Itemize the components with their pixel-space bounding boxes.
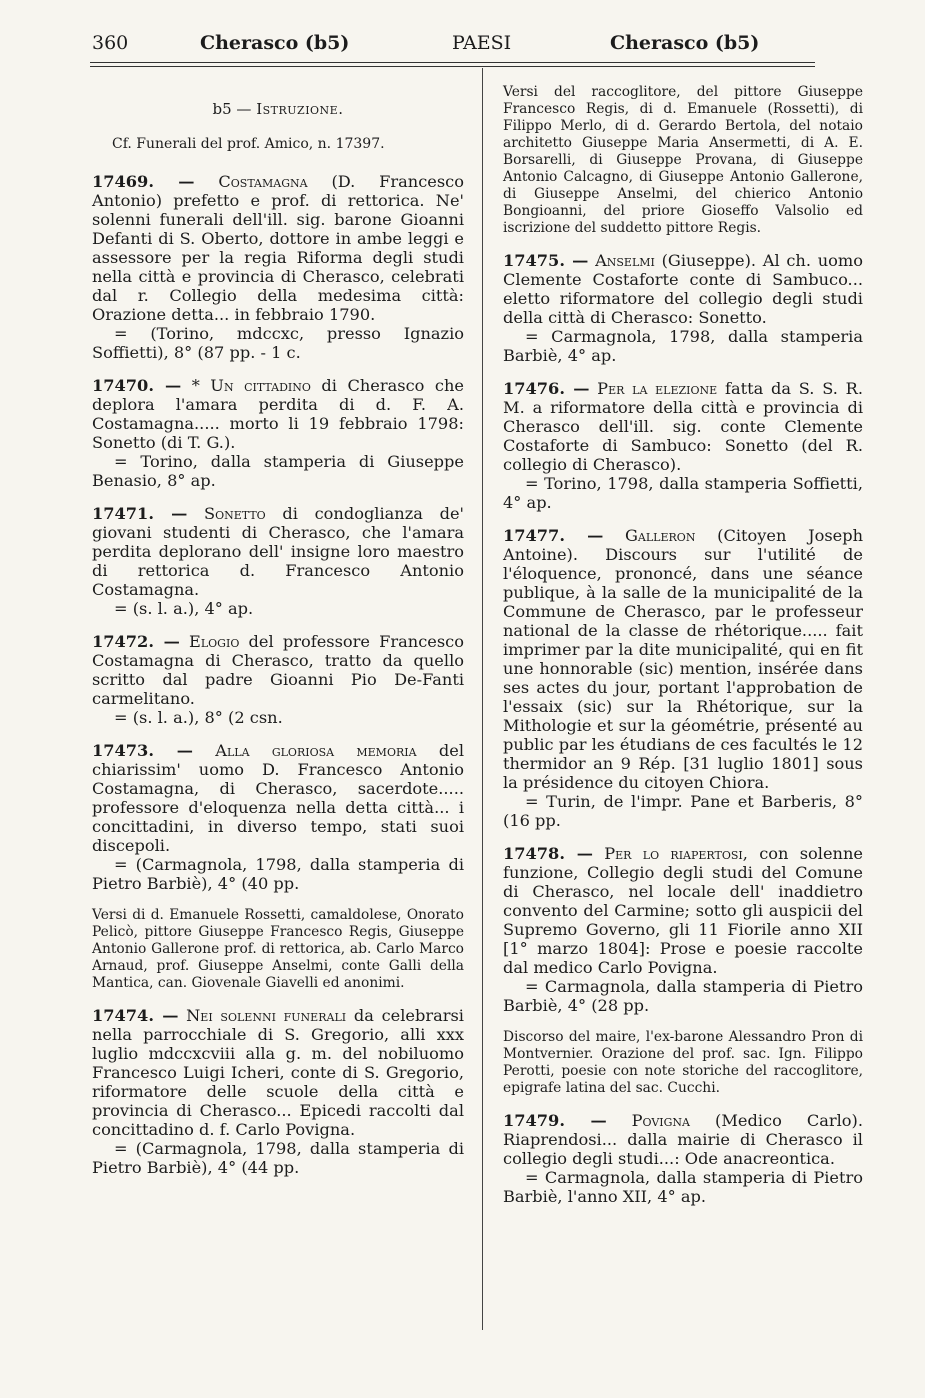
column-divider (482, 68, 483, 1330)
entry-publication: = (s. l. a.), 4° ap. (114, 599, 254, 618)
entry-text: con solenne funzione, Collegio degli studi del Comune di Cherasco, nel locale dell' inaddietro convento del Carmine; sotto gli auspicii del Supremo Governo, gli 11 Fiorile anno XII [1° marzo 1804]: Prose e poesie raccolte dal medico Carlo Povigna. (503, 844, 863, 977)
entry-text: di Cherasco che deplora l'amara perdita di d. F. A. Costamagna..... morto li 19 febbraio 1798: Sonetto (di T. G.). (92, 376, 464, 452)
entry-publication: = Carmagnola, 1798, dalla stamperia Barbiè, 4° ap. (503, 327, 863, 365)
entry-text: (Medico Carlo). Riaprendosi... dalla mairie di Cherasco il collegio degli studi...: Ode anacreontica. (503, 1111, 863, 1168)
entry-lead: Anselmi (595, 251, 655, 270)
entry-17473 (92, 741, 464, 893)
entry-publication: = (Torino, mdccxc, presso Ignazio Soffietti), 8° (87 pp. - 1 c. (92, 324, 464, 362)
entry-lead: Per la elezione (597, 379, 718, 398)
entry-text: da celebrarsi nella parrocchiale di S. Gregorio, alli xxx luglio mdccxcviii alla g. m. del nobiluomo Francesco Luigi Icheri, conte di S. Gregorio, riformatore delle scuole della città e provincia di Cherasco... Epicedi raccolti dal concittadino d. f. Carlo Povigna. (92, 1006, 464, 1139)
center-running-title: PAESI (452, 32, 512, 54)
entry-publication: = (s. l. a.), 8° (2 csn. (114, 708, 283, 727)
entry-lead: * Un cittadino (191, 376, 311, 395)
entry-lead: Galleron (625, 526, 696, 545)
entry-number: 17471. — (92, 504, 188, 523)
entry-text: (D. Francesco Antonio) prefetto e prof. di rettorica. Ne' solenni funerali dell'ill. sig. barone Gioanni Defanti di S. Oberto, dottore in ambe leggi e assessore per la regia Riforma degli studi nella città e provincia di Cherasco, celebrati dal r. Collegio della medesima città: Orazione detta... in febbraio 1790. (92, 172, 464, 324)
entry-17477 (503, 526, 863, 830)
entry-lead: Povigna (631, 1111, 691, 1130)
entry-17476 (503, 379, 863, 512)
section-code: b5 — (212, 100, 252, 118)
entry-lead: Alla gloriosa memoria (215, 741, 417, 760)
entry-17469 (92, 172, 464, 362)
header-rule-bottom (90, 66, 815, 67)
entry-number: 17472. — (92, 632, 180, 651)
entry-17471 (92, 504, 464, 618)
entry-lead: Sonetto (204, 504, 266, 523)
entry-number: 17479. — (503, 1111, 607, 1130)
entry-publication: = Torino, 1798, dalla stamperia Soffietti, 4° ap. (503, 474, 863, 512)
entry-text: del professore Francesco Costamagna di Cherasco, tratto da quello scritto dal padre Gioanni Pio De-Fanti carmelitano. (92, 632, 464, 708)
entry-publication: = Torino, dalla stamperia di Giuseppe Benasio, 8° ap. (92, 452, 464, 490)
right-column (503, 84, 863, 1220)
entry-text: (Citoyen Joseph Antoine). Discours sur l'utilité de l'éloquence, prononcé, dans une séance publique, à la salle de la municipalité de la Commune de Cherasco, par le professeur national de la classe de rhétorique..... fait imprimer par la dite municipalité, qui en fit une honnorable (sic) mention, insérée dans ses actes du jour, portant l'approbation de l'essaix (sic) sur la Rhétorique, sur la Mithologie et sur la géométrie, présenté au public par les étudians de ces facultés le 12 thermidor an 9 Rép. [31 luglio 1801] sous la présidence du citoyen Chiora. (503, 526, 864, 792)
header-rule-top (90, 62, 815, 63)
entry-text: (Giuseppe). Al ch. uomo Clemente Costaforte conte di Sambuco... eletto riformatore del collegio degli studi della città di Cherasco: Sonetto. (503, 251, 863, 327)
entry-number: 17475. — (503, 251, 589, 270)
entry-publication: = (Carmagnola, 1798, dalla stamperia di Pietro Barbiè), 4° (44 pp. (92, 1139, 464, 1177)
continued-note: Versi del raccoglitore, del pittore Giuseppe Francesco Regis, di d. Emanuele (Rossetti), di Filippo Merlo, di d. Gerardo Bertola, del notaio architetto Giuseppe Maria Ansermetti, di A. E. Borsarelli, di Giuseppe Provana, di Giuseppe Antonio Calcagno, di Giuseppe Antonio Gallerone, di Giuseppe Anselmi, del chierico Antonio Bongioanni, del priore Gioseffo Valsolio ed iscrizione del suddetto pittore Regis. (503, 84, 863, 236)
entry-lead: Nei solenni funerali (186, 1006, 347, 1025)
entry-publication: = (Carmagnola, 1798, dalla stamperia di Pietro Barbiè), 4° (40 pp. (92, 855, 464, 893)
cross-reference: Cf. Funerali del prof. Amico, n. 17397. (112, 136, 385, 152)
running-header (92, 26, 813, 66)
entry-number: 17470. — (92, 376, 182, 395)
left-column (92, 84, 464, 1191)
section-title: Istruzione. (256, 100, 344, 118)
section-heading (92, 100, 464, 119)
entry-text: di condoglianza de' giovani studenti di Cherasco, che l'amara perdita deplorano dell' insigne loro maestro di rettorica d. Francesco Antonio Costamagna. (92, 504, 464, 599)
entry-number: 17476. — (503, 379, 590, 398)
entry-lead: Per lo riapertosi, (604, 844, 748, 863)
entry-number: 17474. — (92, 1006, 179, 1025)
right-running-title: Cherasco (b5) (610, 32, 760, 54)
entry-17472 (92, 632, 464, 727)
entry-number: 17473. — (92, 741, 193, 760)
entry-publication: = Carmagnola, dalla stamperia di Pietro Barbiè, 4° (28 pp. (503, 977, 863, 1015)
entry-publication: = Carmagnola, dalla stamperia di Pietro Barbiè, l'anno XII, 4° ap. (503, 1168, 863, 1206)
entry-17475 (503, 251, 863, 365)
entry-number: 17477. — (503, 526, 604, 545)
entry-17478 (503, 844, 863, 1015)
entry-number: 17469. — (92, 172, 195, 191)
entry-text: del chiarissim' uomo D. Francesco Antonio Costamagna, di Cherasco, sacerdote..... professore d'eloquenza nella detta città... i concittadini, in diverso tempo, stati suoi discepoli. (92, 741, 464, 855)
entry-publication: = Turin, de l'impr. Pane et Barberis, 8° (16 pp. (503, 792, 863, 830)
entry-17479 (503, 1111, 863, 1206)
entry-note: Versi di d. Emanuele Rossetti, camaldolese, Onorato Pelicò, pittore Giuseppe Francesco Regis, Giuseppe Antonio Gallerone prof. di rettorica, ab. Carlo Marco Arnaud, prof. Giuseppe Anselmi, conte Galli della Mantica, can. Giovenale Giavelli ed anonimi. (92, 907, 464, 991)
left-running-title: Cherasco (b5) (200, 32, 350, 54)
entry-17474 (92, 1006, 464, 1177)
entry-17470 (92, 376, 464, 490)
entry-lead: Elogio (189, 632, 240, 651)
entry-text: fatta da S. S. R. M. a riformatore della città e provincia di Cherasco dell'ill. sig. conte Clemente Costaforte di Sambuco: Sonetto (del R. collegio di Cherasco). (503, 379, 863, 474)
page-number: 360 (92, 32, 129, 54)
entry-lead: Costamagna (218, 172, 308, 191)
entry-number: 17478. — (503, 844, 593, 863)
entry-note: Discorso del maire, l'ex-barone Alessandro Pron di Montvernier. Orazione del prof. sac. Ign. Filippo Perotti, poesie con note storiche del raccoglitore, epigrafe latina del sac. Cucchi. (503, 1029, 863, 1096)
